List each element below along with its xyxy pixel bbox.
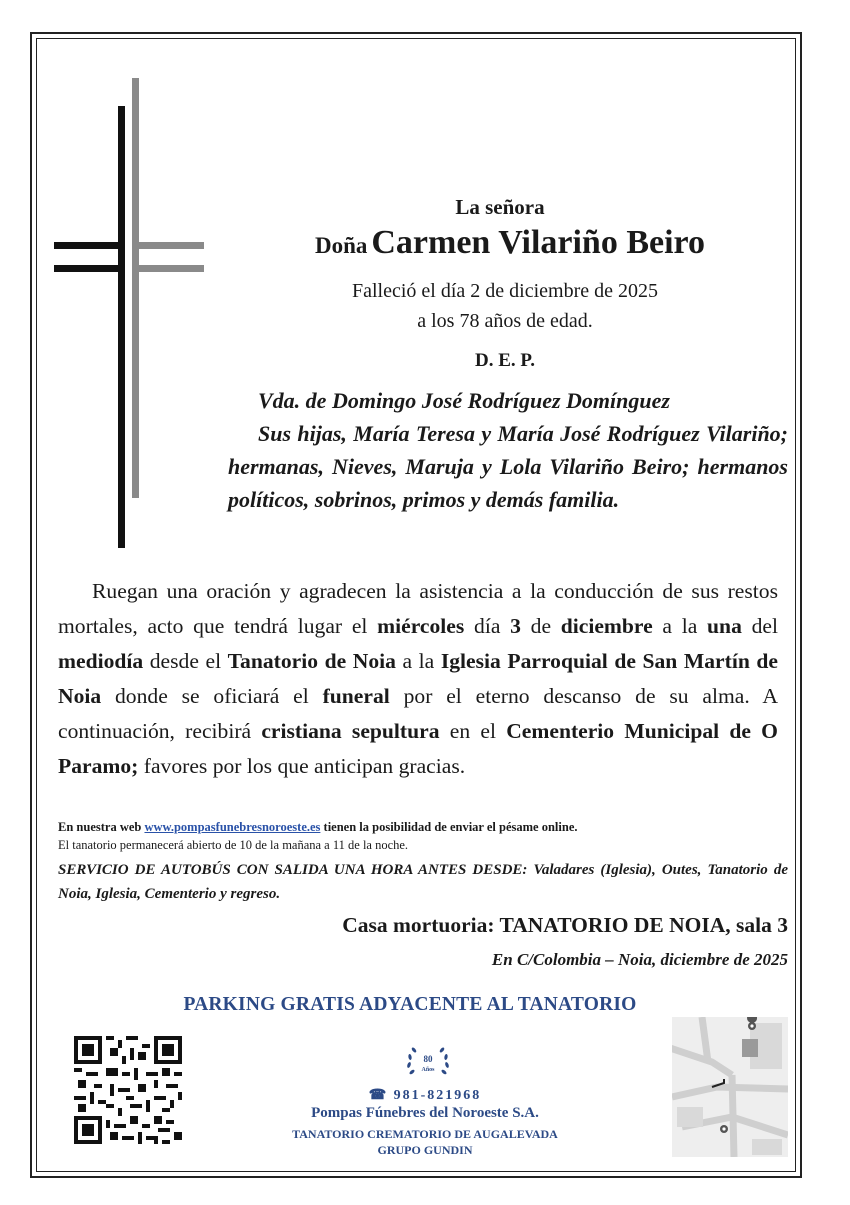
logo-years: Años: [421, 1067, 435, 1073]
logo-number: 80: [423, 1054, 433, 1064]
funeral-home: Casa mortuoria: TANATORIO DE NOIA, sala 3: [342, 913, 788, 937]
cross-icon: [54, 78, 214, 558]
web-notice: En nuestra web www.pompasfunebresnoroeste.es tienen la posibilidad de enviar el pésame online.: [58, 820, 578, 834]
family-block: [228, 384, 788, 516]
company-group: GRUPO GUNDIN: [377, 1143, 473, 1157]
phone-number[interactable]: 981-821968: [393, 1088, 482, 1103]
phone-line: [300, 1087, 550, 1104]
location-map-icon[interactable]: [672, 1017, 788, 1157]
deceased-name: [230, 224, 790, 262]
rip-abbreviation: D. E. P.: [474, 350, 535, 371]
age: a los 78 años de edad.: [417, 310, 593, 332]
title-la-senora: La señora: [455, 195, 545, 219]
company-crematorio: TANATORIO CREMATORIO DE AUGALEVADA: [292, 1127, 558, 1141]
bus-service: SERVICIO DE AUTOBÚS CON SALIDA UNA HORA ANTES DESDE: Valadares (Iglesia), Outes, Tanatorio de Noia, Iglesia, Cementerio y regreso.: [58, 862, 788, 902]
website-link[interactable]: www.pompasfunebresnoroeste.es: [144, 820, 321, 834]
honorific: Doña: [314, 233, 368, 258]
death-date: Falleció el día 2 de diciembre de 2025: [351, 280, 658, 302]
laurel-wreath-logo: [404, 1042, 452, 1084]
ceremony-paragraph: Ruegan una oración y agradecen la asistencia a la conducción de sus restos mortales, acto que tendrá lugar el miércoles día 3 de diciembre a la una del mediodía desde el Tanatorio de Noia a la Iglesia Parroquial de San Martín de Noia donde se oficiará el funeral por el eterno descanso de su alma. A continuación, recibirá cristiana sepultura en el Cementerio Municipal de O Paramo; favores por los que anticipan gracias.: [58, 579, 778, 778]
widow-of: Vda. de Domingo José Rodríguez Domínguez: [258, 388, 670, 413]
phone-icon: ☎: [368, 1088, 389, 1103]
relatives: Sus hijas, María Teresa y María José Rodríguez Vilariño; hermanas, Nieves, Maruja y Lola Vilariño Beiro; hermanos políticos, sobrinos, primos y demás familia.: [228, 421, 788, 512]
opening-hours: El tanatorio permanecerá abierto de 10 de la mañana a 11 de la noche.: [58, 838, 409, 852]
full-name: Carmen Vilariño Beiro: [371, 224, 706, 261]
qr-code-icon[interactable]: [74, 1036, 182, 1144]
parking-notice: PARKING GRATIS ADYACENTE AL TANATORIO: [183, 994, 637, 1015]
company-name: Pompas Fúnebres del Noroeste S.A.: [311, 1105, 539, 1121]
place-date: En C/Colombia – Noia, diciembre de 2025: [491, 950, 788, 969]
